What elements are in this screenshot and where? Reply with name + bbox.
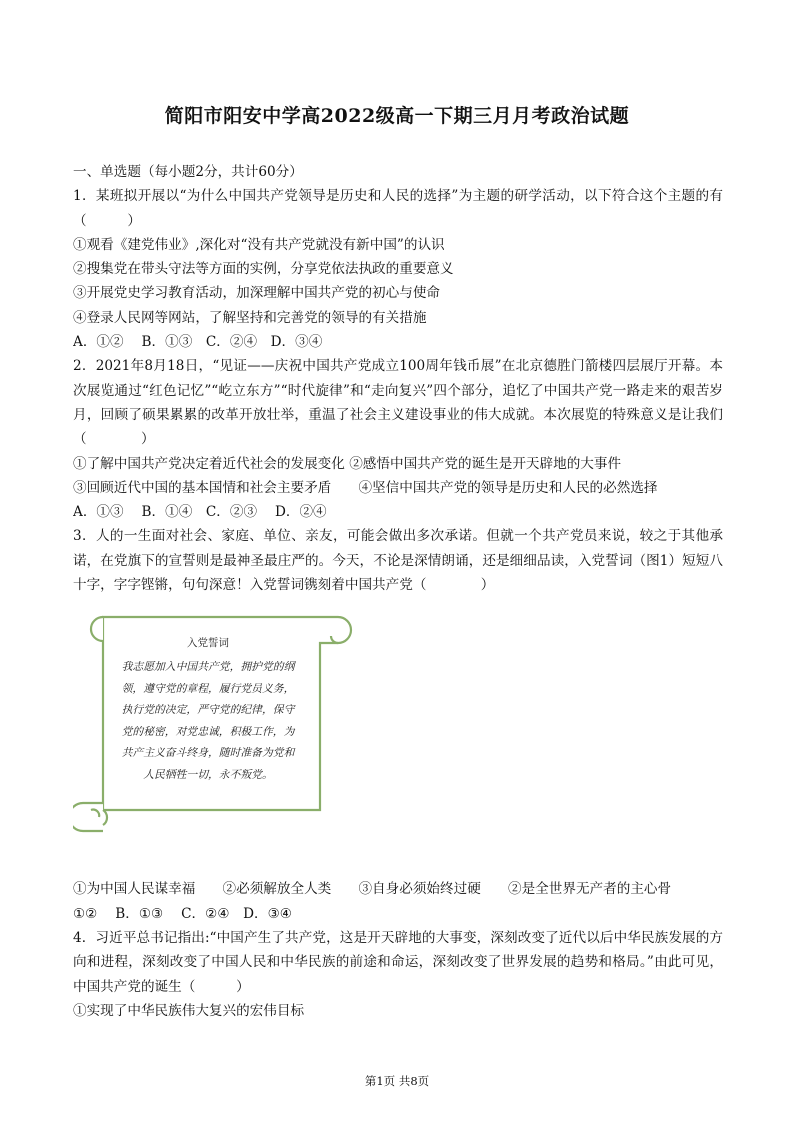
oath-line: 我志愿加入中国共产党，拥护党的纲 — [121, 659, 295, 673]
page-footer: 第1页 共8页 — [364, 1074, 430, 1088]
question-3-stem: 3．人的一生面对社会、家庭、单位、亲友，可能会做出多次承诺。但就一个共产党员来说，较之于其他承诺，在党旗下的宣誓则是最神圣最庄严的。今天，不论是深情朗诵，还是细细品读，入党誓词（图1）短短八十字，字字铿锵，句句深意！入党誓词镌刻着中国共产党（ ） — [73, 528, 723, 594]
oath-line: 领，遵守党的章程，履行党员义务， — [121, 681, 295, 695]
question-1-option: ②搜集党在带头守法等方面的实例，分享党依法执政的重要意义 — [73, 261, 454, 278]
oath-scroll-figure — [73, 605, 723, 877]
question-2-option: ①了解中国共产党决定着近代社会的发展变化 ②感悟中国共产党的诞生是开天辟地的大事件 — [73, 455, 622, 472]
question-1-option: ④登录人民网等网站，了解坚持和完善党的领导的有关措施 — [73, 309, 427, 326]
question-2-option: ③回顾近代中国的基本国情和社会主要矛盾 ④坚信中国共产党的领导是历史和人民的必然选择 — [73, 479, 658, 496]
question-4-option: ①实现了中华民族伟大复兴的宏伟目标 — [73, 1002, 305, 1019]
oath-line: 执行党的决定，严守党的纪律，保守 — [121, 703, 295, 717]
exam-content — [73, 160, 723, 1023]
oath-line: 共产主义奋斗终身，随时准备为党和 — [121, 746, 295, 760]
question-1-stem: 1．某班拟开展以“为什么中国共产党领导是历史和人民的选择”为主题的研学活动，以下符合这个主题的有（ ） — [73, 188, 723, 229]
question-2-stem: 2．2021年8月18日，“见证——庆祝中国共产党成立100周年钱币展”在北京德胜门箭楼四层展厅开幕。本次展览通过“红色记忆”“屹立东方”“时代旋律”和“走向复兴”四个部分，追忆了中国共产党一路走来的艰苦岁月，回顾了硕果累累的改革开放壮举，重温了社会主义建设事业的伟大成就。本次展览的特殊意义是让我们（ ） — [73, 358, 723, 448]
question-1-option: ①观看《建党伟业》,深化对“没有共产党就没有新中国”的认识 — [73, 236, 445, 253]
page-title: 简阳市阳安中学高2022级高一下期三月月考政治试题 — [164, 105, 630, 127]
question-1-choices: A．①② B．①③ C．②④ D．③④ — [73, 334, 323, 351]
question-2-choices: A．①③ B．①④ C．②③ D．②④ — [73, 504, 327, 521]
question-4-stem: 4．习近平总书记指出:“中国产生了共产党，这是开天辟地的大事变，深刻改变了近代以后中华民族发展的方向和进程，深刻改变了中国人民和中华民族的前途和命运，深刻改变了世界发展的趋势和格局。”由此可见，中国共产党的诞生（ ） — [73, 929, 723, 995]
oath-title: 入党誓词 — [187, 637, 229, 650]
question-1-option: ③开展党史学习教育活动，加深理解中国共产党的初心与使命 — [73, 285, 441, 302]
section-heading: 一、单选题（每小题2分，共计60分） — [73, 164, 303, 180]
oath-text — [113, 633, 303, 785]
question-3-choices: ①② B．①③ C．②④ D．③④ — [73, 905, 292, 922]
oath-line: 党的秘密，对党忠诚，积极工作，为 — [121, 724, 295, 738]
question-3-options: ①为中国人民谋幸福 ②必须解放全人类 ③自身必须始终过硬 ②是全世界无产者的主心骨 — [73, 881, 672, 898]
oath-line: 人民牺牲一切，永不叛党。 — [143, 767, 273, 781]
